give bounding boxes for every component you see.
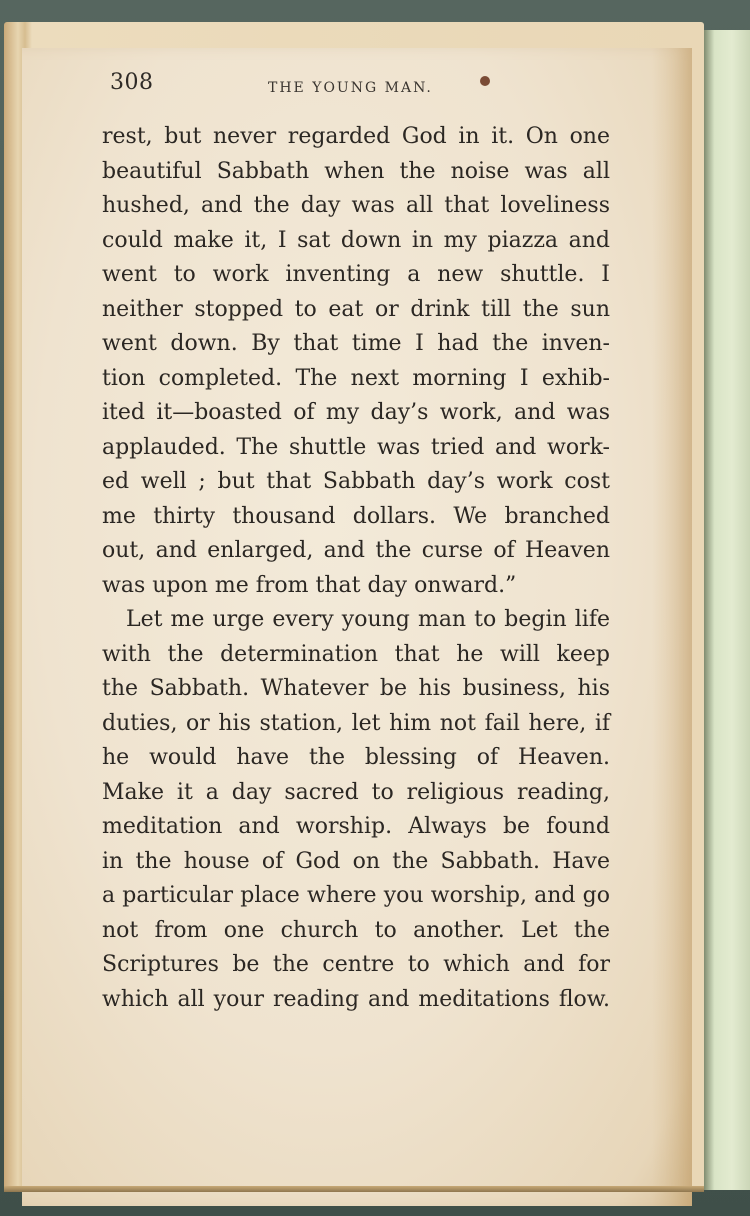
text-line: duties, or his station, let him not fail here, if — [102, 710, 610, 736]
text-line: Scriptures be the centre to which and for — [102, 952, 610, 977]
gutter-shadow — [652, 48, 692, 1206]
text-line: out, and enlarged, and the curse of Heaven — [102, 538, 610, 563]
page-number: 308 — [110, 70, 154, 95]
text-line: went to work inventing a new shuttle. I — [102, 262, 610, 287]
text-line: the Sabbath. Whatever be his business, his — [102, 676, 610, 701]
text-line: with the determination that he will keep — [102, 641, 610, 667]
text-line: a particular place where you worship, and go — [102, 883, 610, 908]
text-line: applauded. The shuttle was tried and work- — [102, 434, 610, 460]
text-line: which all your reading and meditations flow. — [102, 986, 610, 1012]
text-line: me thirty thousand dollars. We branched — [102, 503, 610, 529]
text-line: neither stopped to eat or drink till the sun — [102, 296, 610, 322]
text-line: hushed, and the day was all that loveliness — [102, 193, 610, 218]
text-line: tion completed. The next morning I exhib- — [102, 365, 610, 391]
text-line: he would have the blessing of Heaven. — [102, 745, 610, 770]
book-cover-edge — [700, 30, 750, 1190]
text-line: could make it, I sat down in my piazza and — [102, 227, 610, 253]
running-head: THE YOUNG MAN. — [268, 80, 433, 96]
text-line: in the house of God on the Sabbath. Have — [102, 848, 610, 874]
text-line: meditation and worship. Always be found — [102, 814, 610, 839]
text-line: rest, but never regarded God in it. On one — [102, 124, 610, 149]
text-line: beautiful Sabbath when the noise was all — [102, 158, 610, 184]
text-line: not from one church to another. Let the — [102, 917, 610, 943]
text-line: ited it—boasted of my day’s work, and was — [102, 400, 610, 425]
ink-spot — [480, 76, 490, 86]
body-text — [102, 120, 610, 1017]
text-line: ed well ; but that Sabbath day’s work cost — [102, 469, 610, 494]
paragraph-end-line: was upon me from that day onward.” — [102, 572, 517, 598]
page-bottom-edge — [4, 1186, 704, 1192]
text-line: Make it a day sacred to religious reading, — [102, 779, 610, 805]
paragraph-start-line: Let me urge every young man to begin life — [126, 607, 610, 632]
text-line: went down. By that time I had the inven- — [102, 331, 610, 356]
page-header — [110, 70, 530, 110]
